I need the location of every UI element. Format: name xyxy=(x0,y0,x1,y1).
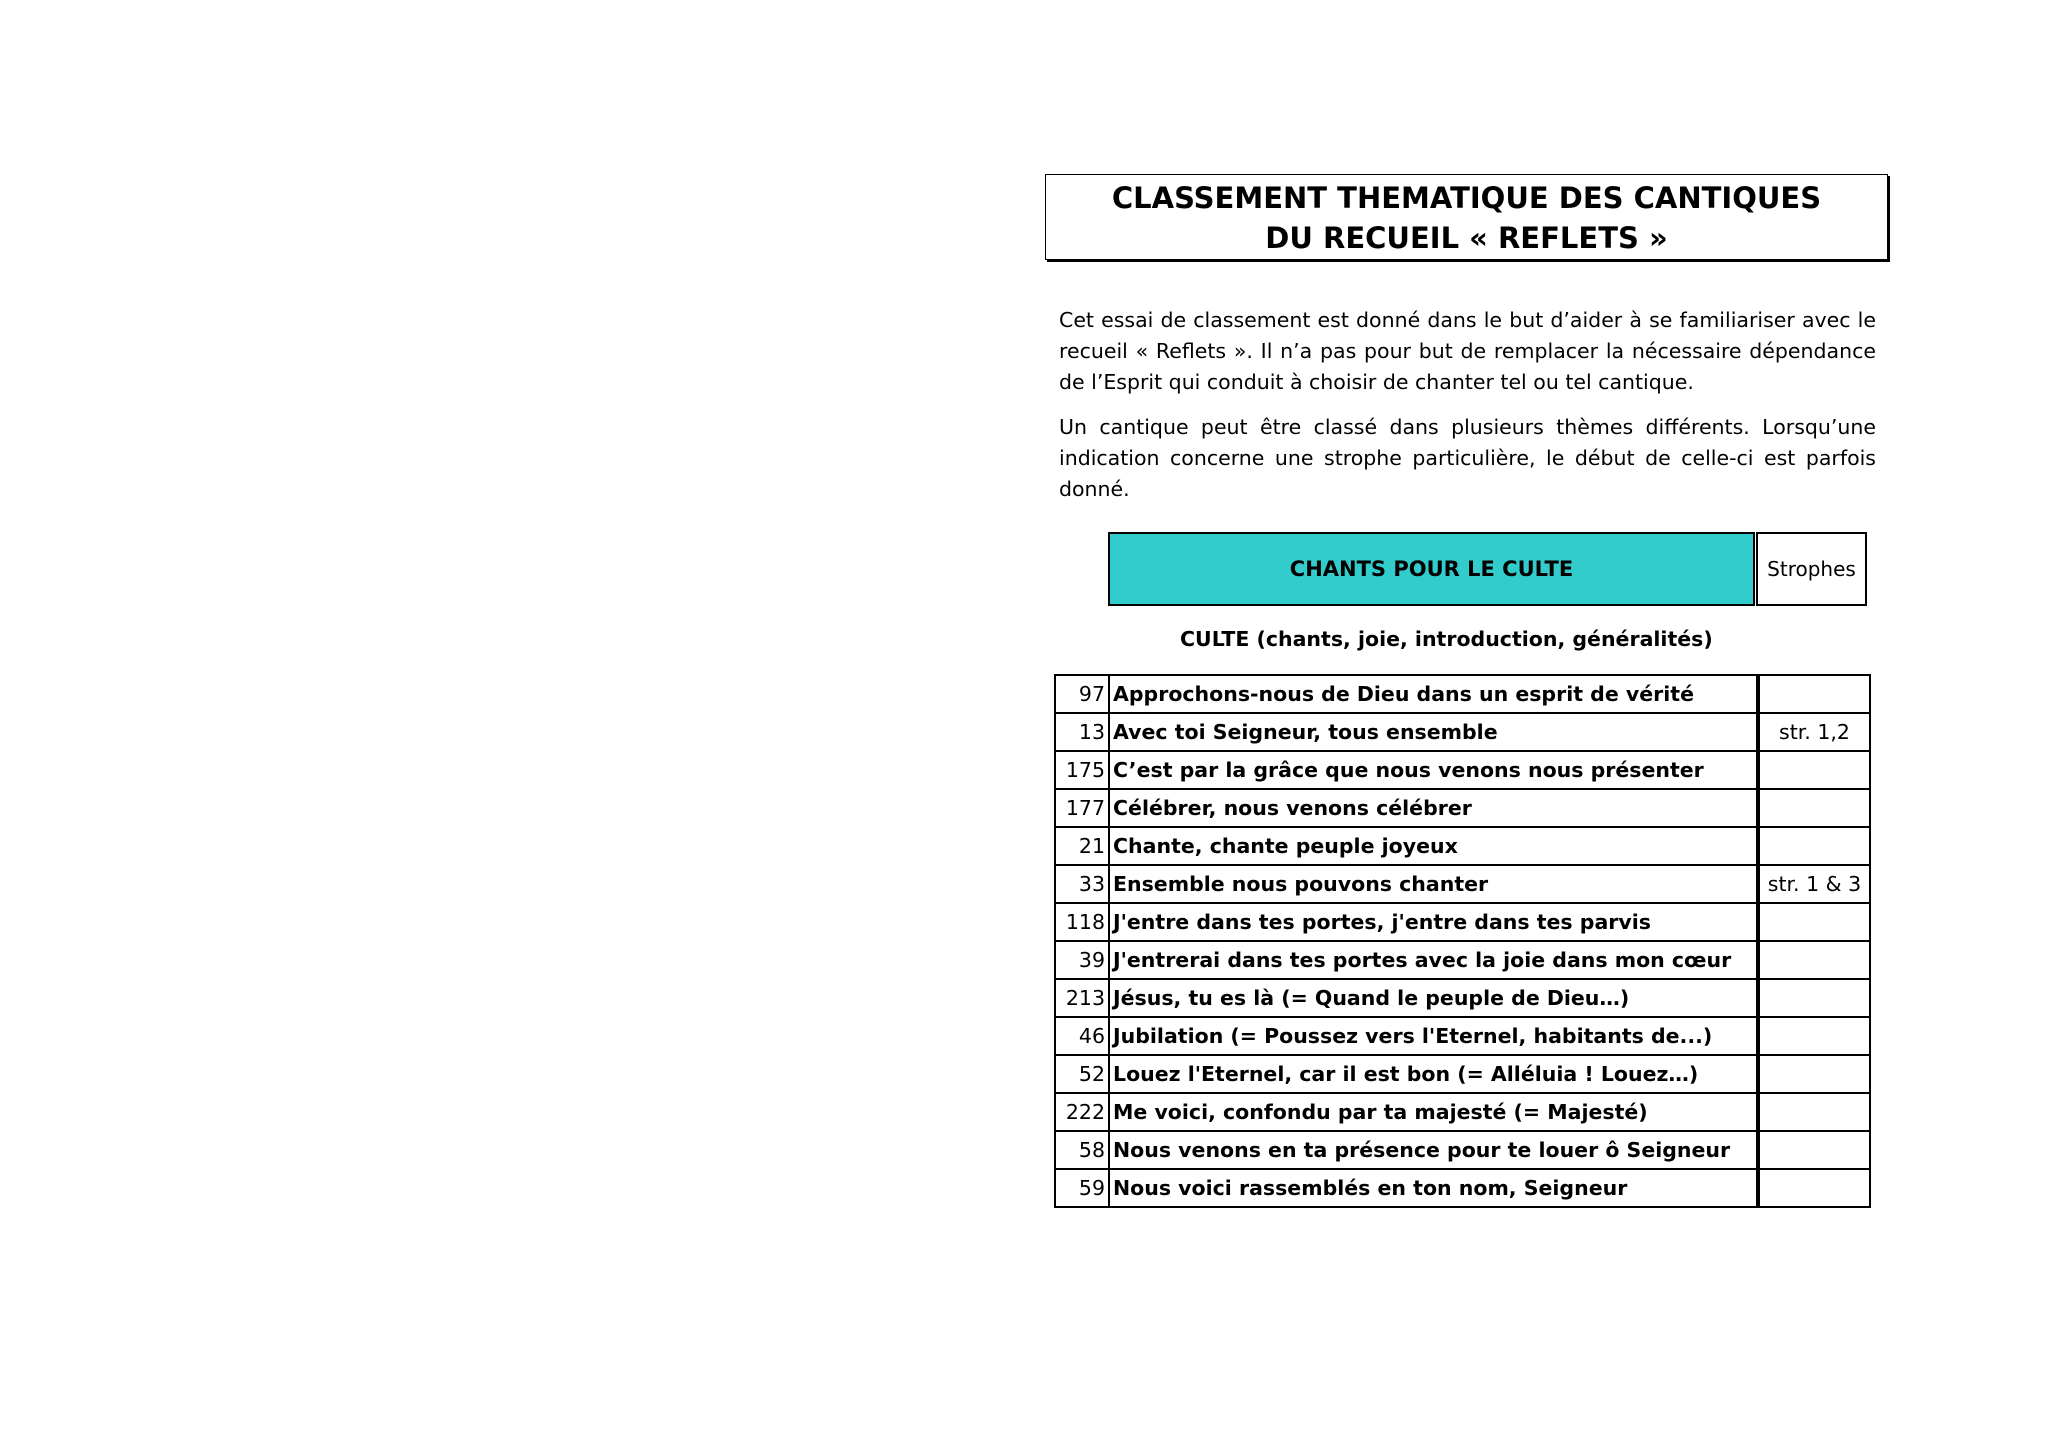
hymn-number: 33 xyxy=(1055,865,1109,903)
hymn-number: 222 xyxy=(1055,1093,1109,1131)
hymn-title: Avec toi Seigneur, tous ensemble xyxy=(1109,713,1757,751)
hymn-number: 21 xyxy=(1055,827,1109,865)
document-title xyxy=(1045,174,1888,260)
hymn-strophes xyxy=(1759,1093,1870,1131)
title-line-2: DU RECUEIL « REFLETS » xyxy=(1265,221,1668,255)
table-row xyxy=(1055,1169,1870,1207)
hymn-number: 58 xyxy=(1055,1131,1109,1169)
hymn-title: Approchons-nous de Dieu dans un esprit de vérité xyxy=(1109,675,1757,713)
hymn-title: J'entrerai dans tes portes avec la joie dans mon cœur xyxy=(1109,941,1757,979)
hymn-title: Célébrer, nous venons célébrer xyxy=(1109,789,1757,827)
table-row xyxy=(1055,979,1870,1017)
hymn-title: Chante, chante peuple joyeux xyxy=(1109,827,1757,865)
hymn-title: Nous voici rassemblés en ton nom, Seigneur xyxy=(1109,1169,1757,1207)
hymn-number: 177 xyxy=(1055,789,1109,827)
strophes-label: Strophes xyxy=(1767,557,1856,581)
table-row xyxy=(1055,1017,1870,1055)
table-row xyxy=(1055,903,1870,941)
hymn-number: 175 xyxy=(1055,751,1109,789)
hymn-title: Louez l'Eternel, car il est bon (= Alléluia ! Louez…) xyxy=(1109,1055,1757,1093)
hymn-number: 213 xyxy=(1055,979,1109,1017)
table-row xyxy=(1055,1093,1870,1131)
hymn-strophes xyxy=(1759,1055,1870,1093)
table-row xyxy=(1055,1055,1870,1093)
hymn-number: 13 xyxy=(1055,713,1109,751)
table-row xyxy=(1055,713,1870,751)
hymn-strophes xyxy=(1759,941,1870,979)
hymn-title: Ensemble nous pouvons chanter xyxy=(1109,865,1757,903)
subsection-heading: CULTE (chants, joie, introduction, généralités) xyxy=(1180,627,1713,651)
hymn-strophes xyxy=(1759,827,1870,865)
table-row xyxy=(1055,751,1870,789)
hymn-title: C’est par la grâce que nous venons nous présenter xyxy=(1109,751,1757,789)
hymn-strophes: str. 1 & 3 xyxy=(1759,865,1870,903)
table-row xyxy=(1055,675,1870,713)
hymn-strophes xyxy=(1759,1169,1870,1207)
table-row xyxy=(1055,865,1870,903)
hymn-table xyxy=(1054,674,1871,1208)
hymn-title: Jubilation (= Poussez vers l'Eternel, habitants de...) xyxy=(1109,1017,1757,1055)
hymn-number: 118 xyxy=(1055,903,1109,941)
section-title: CHANTS POUR LE CULTE xyxy=(1289,557,1574,581)
title-line-1: CLASSEMENT THEMATIQUE DES CANTIQUES xyxy=(1111,181,1822,215)
hymn-strophes xyxy=(1759,789,1870,827)
hymn-title: Nous venons en ta présence pour te louer ô Seigneur xyxy=(1109,1131,1757,1169)
hymn-number: 97 xyxy=(1055,675,1109,713)
hymn-strophes xyxy=(1759,1131,1870,1169)
intro-paragraph-2: Un cantique peut être classé dans plusieurs thèmes différents. Lorsqu’une indication concerne une strophe particulière, le début de celle-ci est parfois donné. xyxy=(1059,415,1876,501)
section-header-culte xyxy=(1108,532,1755,606)
hymn-strophes: str. 1,2 xyxy=(1759,713,1870,751)
hymn-number: 52 xyxy=(1055,1055,1109,1093)
hymn-title: J'entre dans tes portes, j'entre dans tes parvis xyxy=(1109,903,1757,941)
table-row xyxy=(1055,1131,1870,1169)
hymn-strophes xyxy=(1759,751,1870,789)
table-row xyxy=(1055,827,1870,865)
hymn-strophes xyxy=(1759,675,1870,713)
hymn-strophes xyxy=(1759,903,1870,941)
table-row xyxy=(1055,789,1870,827)
hymn-number: 46 xyxy=(1055,1017,1109,1055)
strophes-column-header xyxy=(1756,532,1867,606)
hymn-number: 59 xyxy=(1055,1169,1109,1207)
intro-paragraph-1: Cet essai de classement est donné dans le but d’aider à se familiariser avec le recueil « Reflets ». Il n’a pas pour but de remplacer la nécessaire dépendance de l’Esprit qui conduit à choisir de chanter tel ou tel cantique. xyxy=(1059,308,1876,394)
table-row xyxy=(1055,941,1870,979)
hymn-number: 39 xyxy=(1055,941,1109,979)
hymn-title: Jésus, tu es là (= Quand le peuple de Dieu…) xyxy=(1109,979,1757,1017)
hymn-title: Me voici, confondu par ta majesté (= Majesté) xyxy=(1109,1093,1757,1131)
hymn-strophes xyxy=(1759,1017,1870,1055)
hymn-strophes xyxy=(1759,979,1870,1017)
